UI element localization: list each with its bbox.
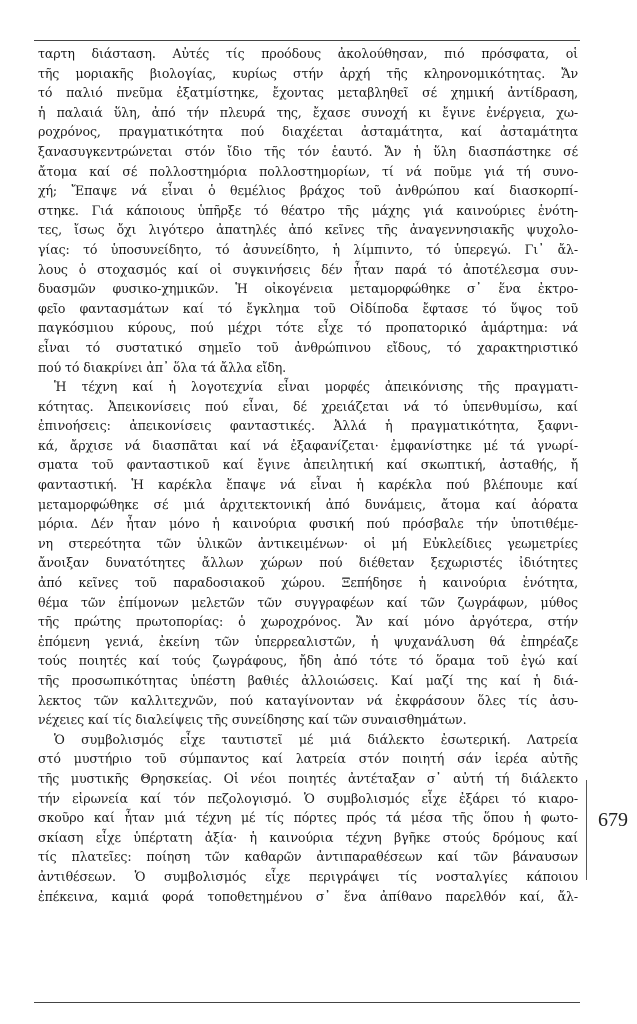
text-line: κά, ἄρχισε νά διασπᾶται καί νά ἐξαφανίζεται· ἐμφανίστηκε μέ τά γνωρί- xyxy=(38,437,578,453)
text-line: Ἡ τέχνη καί ἡ λογοτεχνία εἶναι μορφές ἀπεικόνισης τῆς πραγματι- xyxy=(54,379,578,395)
page-number: 679 xyxy=(598,809,628,831)
text-line: θέμα τῶν ἐπίμονων μελετῶν τῶν συγγραφέων καί τῶν ζωγράφων, μύθος xyxy=(38,594,578,610)
text-line: πού τό διακρίνει ἀπ᾽ ὅλα τά ἄλλα εἴδη. xyxy=(38,359,287,375)
text-line: μόρια. Δέν ἦταν μόνο ἡ καινούρια φυσική πού πρόσβαλε τήν ὑποτιθέμε- xyxy=(38,516,578,532)
text-line: κότητας. Ἀπεικονίσεις πού εἶναι, δέ χρειάζεται νά τό ὑπενθυμίσω, καί xyxy=(38,398,578,414)
text-line: λους ὁ στοχασμός καί οἱ συγκινήσεις δέν ἦταν παρά τό ἀποτέλεσμα συν- xyxy=(38,261,578,277)
text-line: τῆς πρώτης πρωτοπορίας: ὁ χωροχρόνος. Ἄν καί μόνο ἀργότερα, στήν xyxy=(38,614,578,630)
bottom-rule xyxy=(34,1002,580,1003)
paragraph xyxy=(38,730,578,906)
text-line: μεταμορφώθηκε σέ μιά ἀρχιτεκτονική ἀπό δυνάμεις, ἄτομα καί ἀόρατα xyxy=(38,496,578,512)
text-line: στό μυστήριο τοῦ σύμπαντος καί λατρεία στόν ποιητή σάν ἱερέα αὐτῆς xyxy=(38,751,578,767)
text-line: σκίαση εἶχε ὑπέρτατη ἀξία· ἡ καινούρια τέχνη βγῆκε στούς δρόμους καί xyxy=(38,829,578,845)
text-line: σματα τοῦ φανταστικοῦ καί ἔγινε ἀπειλητική καί σκωπτική, ἀσταθής, ἤ xyxy=(38,457,578,473)
text-line: ἐπέκεινα, καμιά φορά τοποθετημένου σ᾽ ἕνα ἀπίθανο παρελθόν καί, ἄλ- xyxy=(38,888,578,904)
text-line: δυασμῶν φυσικο-χημικῶν. Ἡ οἰκογένεια μεταμορφώθηκε σ᾽ ἕνα ἐκτρο- xyxy=(38,281,578,297)
text-line: ἡ παλαιά ὕλη, ἀπό τήν πλευρά της, ἔχασε συνοχή κι ἔγινε ἐνέργεια, χω- xyxy=(38,104,578,120)
text-line: ξανασυγκεντρώνεται στόν ἴδιο τῆς τόν ἑαυτό. Ἄν ἡ ὕλη διασπάστηκε σέ xyxy=(38,143,578,159)
text-line: εἶναι τό συστατικό σημεῖο τοῦ ἀνθρώπινου εἴδους, τό χαρακτηριστικό xyxy=(38,339,578,355)
text-line: τῆς μοριακῆς βιολογίας, κυρίως στήν ἀρχή τῆς κληρονομικότητας. Ἄν xyxy=(38,65,578,81)
text-line: ροχρόνος, πραγματικότητα πού διαχέεται ἀσταμάτητα, καί ἀσταμάτητα xyxy=(38,124,578,140)
text-line: νέχειες καί τίς διαλείψεις τῆς συνείδησης καί τῶν συναισθημάτων. xyxy=(38,712,467,728)
body-text xyxy=(38,44,578,906)
text-line: γίας: τό ὑποσυνείδητο, τό ἀσυνείδητο, ἡ λίμπιντο, τό ὑπερεγώ. Γι᾽ ἄλ- xyxy=(38,241,578,257)
text-line: ἀπό κεῖνες τοῦ παραδοσιακοῦ χώρου. Ξεπήδησε ἡ καινούρια ἑνότητα, xyxy=(38,575,578,591)
text-line: ἄνοιξαν δυνατότητες ἄλλων χώρων πού διέθεταν ξεχωριστές ἰδιότητες xyxy=(38,555,578,571)
text-line: στηκε. Γιά κάποιους ὑπῆρξε τό θέατρο τῆς μάχης γιά καινούριες ἑνότη- xyxy=(38,202,578,218)
text-line: ταρτη διάσταση. Αὐτές τίς προόδους ἀκολούθησαν, πιό πρόσφατα, οἱ xyxy=(38,46,578,61)
text-line: ἀντιθέσεων. Ὁ συμβολισμός εἶχε περιγράψει τίς νοσταλγίες κάποιου xyxy=(38,868,578,884)
text-line: τούς ποιητές καί τούς ζωγράφους, ἤδη ἀπό τότε τό ὅραμα τοῦ ἐγώ καί xyxy=(38,653,578,669)
margin-rule xyxy=(586,780,587,880)
text-line: τήν εἰρωνεία καί τόν πεζολογισμό. Ὁ συμβολισμός εἶχε ἐξάρει τό κιαρο- xyxy=(38,790,578,806)
text-line: τῆς μυστικῆς Θρησκείας. Οἱ νέοι ποιητές ἀντέταξαν σ᾽ αὐτή τή διάλεκτο xyxy=(38,770,578,786)
text-line: χή; Ἔπαψε νά εἶναι ὁ θεμέλιος βράχος τοῦ ἀνθρώπου καί διασκορπί- xyxy=(38,183,578,199)
text-line: φεῖο φαντασμάτων καί τό ἔγκλημα τοῦ Οἰδίποδα ἔφτασε τό ὕψος τοῦ xyxy=(38,300,578,316)
text-line: ἐπινοήσεις: ἀπεικονίσεις φανταστικές. Ἀλλά ἡ πραγματικότητα, ξαφνι- xyxy=(38,418,578,434)
text-line: ἑπόμενη γενιά, ἐκείνη τῶν ὑπερρεαλιστῶν, ἡ ψυχανάλυση θά ἐπηρέαζε xyxy=(38,633,578,649)
text-line: Ὁ συμβολισμός εἶχε ταυτιστεῖ μέ μιά διάλεκτο ἐσωτερική. Λατρεία xyxy=(54,731,578,747)
text-line: τό παλιό πνεῦμα ἐξατμίστηκε, ἔχοντας μεταβληθεῖ σέ χημική ἀντίδραση, xyxy=(38,85,578,101)
paragraph xyxy=(38,44,578,377)
text-line: ἄτομα καί σέ πολλοστημόρια πολλοστημορίων, τί νά ποῦμε γιά τή συνο- xyxy=(38,163,578,179)
text-line: παγκόσμιου κύρους, πού μέχρι τότε εἶχε τό προπατορικό ἁμάρτημα: νά xyxy=(38,320,578,336)
text-line: τίς πλατεῖες: ποίηση τῶν καθαρῶν ἀντιπαραθέσεων καί τῶν βάναυσων xyxy=(38,849,578,865)
text-line: φανταστική. Ἡ καρέκλα ἔπαψε νά εἶναι ἡ καρέκλα πού βλέπουμε καί xyxy=(38,477,578,493)
top-rule xyxy=(34,40,580,41)
text-line: λεκτος τῶν καλλιτεχνῶν, πού καταγίνονταν νά ἐκφράσουν ὅλες τίς ἀσυ- xyxy=(38,692,578,708)
paragraph xyxy=(38,377,578,730)
text-line: τες, ἴσως ὄχι λιγότερο ἀπατηλές ἀπό κεῖνες τῆς ἀναγεννησιακῆς ψυχολο- xyxy=(38,222,578,238)
text-line: σκοῦρο καί ἦταν μιά τέχνη μέ τίς πόρτες πρός τά μέσα τῆς ὅπου ἡ φωτο- xyxy=(38,810,578,826)
text-line: τῆς προσωπικότητας ὑπέστη βαθιές ἀλλοιώσεις. Καί μαζί της καί ἡ διά- xyxy=(38,673,578,688)
text-line: νη στερεότητα τῶν ὑλικῶν ἀντικειμένων· οἱ μή Εὐκλείδιες γεωμετρίες xyxy=(38,535,578,551)
